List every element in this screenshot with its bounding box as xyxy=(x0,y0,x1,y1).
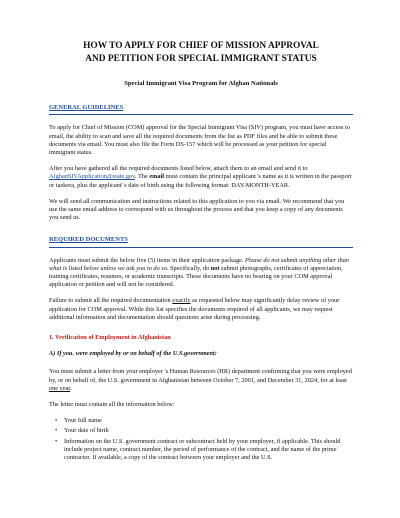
list-item: • Your full name xyxy=(55,417,102,425)
bullet-icon: • xyxy=(55,427,58,435)
required-paragraph-1: Applicants must submit the below five (5) items in their application package. Please do not submit anything other than what is listed below unless we ask you to do so. Specifically, do not submit photographs, certificates of appreciation, training certificates, resumes, or academic transcripts. These documents have no bearing on your COM approval application or petition and will not be considered. xyxy=(49,256,349,289)
list-item: • Your date of birth xyxy=(55,427,109,435)
required-paragraph-2: Failure to submit all the required documentation exactly as requested below may significantly delay review of your application for COM approval. While this list specifies the documents required of all applicants, we may request additional information and documentation should questions arise during processing. xyxy=(49,297,340,321)
application-email-link[interactable]: AfghanSIVApplication@state.gov xyxy=(49,173,135,181)
title-line-1: HOW TO APPLY FOR CHIEF OF MISSION APPROVAL xyxy=(83,41,319,51)
title-line-2: AND PETITION FOR SPECIAL IMMIGRANT STATUS xyxy=(85,54,317,64)
general-paragraph-2: After you have gathered all the required documents listed below, attach them to an email and send it to AfghanSIVApplication@state.gov. The email must contain the principal applicant 's name as it is written in the passport or tazkera, plus the applicant' s date of birth using the following format: DAY-MONTH-YEAR. xyxy=(49,165,352,189)
page-title xyxy=(49,40,353,66)
verification-heading: 1. Verification of Employment in Afghanistan xyxy=(49,334,171,342)
bullet-icon: • xyxy=(55,417,58,425)
letter-requirements-list xyxy=(49,417,353,462)
page-subtitle: Special Immigrant Visa Program for Afghan Nationals xyxy=(124,80,278,87)
us-government-subheading: A) If you. were employed by or on behalf of the U.S.government: xyxy=(49,350,217,358)
general-paragraph-3: We will send all communication and instructions related to this application to you via email. We recommend that you use the same email address to correspond with us throughout the process and that you keep a copy of any documents you send us. xyxy=(49,197,345,222)
verification-paragraph-1: You must submit a letter from your employer 's Human Resources (HR) department confirming that you were employed by, or on behalf of, the U.S. government in Afghanistan between October 7, 2001, and December 31, 2024, for at least one year. xyxy=(49,368,352,392)
bullet-icon: • xyxy=(55,437,58,445)
general-guidelines-heading: GENERAL GUIDELINES xyxy=(49,104,353,115)
required-documents-heading: REQUIRED DOCUMENTS xyxy=(49,236,353,247)
verification-paragraph-2: The letter must contain all the information below: xyxy=(49,401,175,409)
list-item: • Information on the U.S. government contract or subcontract held by your employer, if applicable. This should include project name, contract number, the period of performance of the contract, and the name of the prime contractor. If available, a copy of the contract between your employer and the U.S. xyxy=(55,437,341,462)
general-paragraph-1: To apply for Chief of Mission (COM) approval for the Special Immigrant Visa (SIV) program, you must have access to email, the ability to scan and save all the required documents from the list as PDF files and be able to submit these documents via email. You must also file the Form DS-157 which will be processed as your petition for special immigrant status. xyxy=(49,124,350,157)
